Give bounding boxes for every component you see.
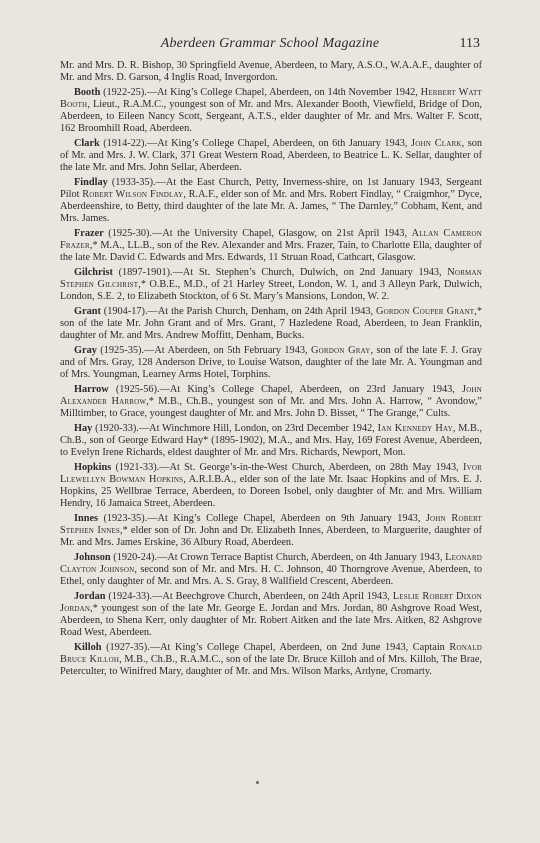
page-header [60,36,480,56]
notice-text: , son of the late F. J. Gray and of Mrs. Gray, 128 Anderson Drive, to Louise Watson, daughter of the late Mr. A. Youngman and of Mrs. Youngman, Learney Arms Hotel, Torphins. [60,345,483,380]
notice-text: , Lieut., R.A.M.C., youngest son of Mr. and Mrs. Alexander Booth, Viewfield, Bridge of Don, Aberdeen, to Eileen Nancy Scott, Sergeant, A.T.S., elder daughter of Mr. and Mrs. Walter F. Scott, 162 Broomhill Road, Aberdeen. [60,99,482,134]
notice-text: (1920-24).—At Crown Terrace Baptist Church, Aberdeen, on 4th January 1943, [110,552,446,563]
notice-surname: Clark [74,138,100,149]
notice-fullname: John Clark [411,138,462,149]
notice-text: (1925-56).—At King’s College Chapel, Aberdeen, on 23rd January 1943, [108,384,463,395]
notice-fullname: Leslie Robert Dixon Jordan [60,591,482,614]
notice-text: (1897-1901).—At St. Stephen’s Church, Dulwich, on 2nd January 1943, [112,267,448,278]
notice-entry [60,642,482,678]
notice-surname: Hopkins [74,462,112,473]
notice-text: Mr. and Mrs. D. R. Bishop, 30 Springfield Avenue, Aberdeen, to Mary, A.S.O., W.A.A.F., daughter of Mr. and Mrs. D. Garson, 4 Inglis Road, Invergordon. [60,60,482,83]
notice-surname: Killoh [74,642,102,653]
notice-fullname: Allan Cameron Frazer [60,228,483,251]
notice-fullname: John Alexander Harrow [60,384,482,407]
notice-surname: Frazer [74,228,104,239]
page-mark [256,781,259,784]
notice-surname: Gray [74,345,97,356]
notice-text: , A.R.I.B.A., elder son of the late Mr. Isaac Hopkins and of Mrs. E. J. Hopkins, 25 Wellbrae Terrace, Aberdeen, to Doreen Isobel, only daughter of Mr. and Mrs. William Hendry, 16 Jamaica Street, Aberdeen. [60,474,483,509]
notice-text: , R.A.F., elder son of Mr. and Mrs. Robert Findlay, “ Craigmhor,” Dyce, Aberdeenshire, to Betty, third daughter of the late Mr. A. James, “ The Darnley,” Cobham, Kent, and Mrs. James. [60,189,482,224]
notice-fullname: Gordon Gray [311,345,371,356]
notice-text: (1914-22).—At King’s College Chapel, Aberdeen, on 6th January 1943, [99,138,412,149]
notice-text: ,* M.A., LL.B., son of the Rev. Alexander and Mrs. Frazer, Tain, to Charlotte Ella, daughter of the late Mr. David C. Edwards and Mrs. Edwards, 11 Struan Road, Cathcart, Glasgow. [60,240,482,263]
notice-entry [60,345,482,381]
notice-entry [60,462,482,510]
notice-text: (1925-30).—At the University Chapel, Glasgow, on 21st April 1943, [103,228,412,239]
notice-fullname: Ronald Bruce Killoh [60,642,482,665]
notice-surname: Johnson [74,552,111,563]
notice-surname: Hay [74,423,93,434]
running-title: Aberdeen Grammar School Magazine [160,36,380,51]
notice-fullname: Leonard Clayton Johnson [60,552,482,575]
notice-entry [60,60,482,84]
notice-surname: Grant [74,306,101,317]
notice-text: (1924-33).—At Beechgrove Church, Aberdeen, on 24th April 1943, [105,591,393,602]
notice-fullname: Herbert Watt Booth [60,87,482,110]
notice-entry [60,423,482,459]
notice-entry [60,513,482,549]
notice-entry [60,87,482,135]
notice-entry [60,177,482,225]
notice-fullname: John Robert Stephen Innes [60,513,483,536]
notice-entry [60,384,482,420]
notice-entry [60,552,482,588]
notice-text: , son of Mr. and Mrs. J. W. Clark, 371 Great Western Road, Aberdeen, to Beatrice L. K. Sellar, daughter of the late Mr. and Mrs. John Sellar, Aberdeen. [60,138,483,173]
notice-text: (1920-33).—At Winchmore Hill, London, on 23rd December 1942, [92,423,378,434]
notice-text: , M.B., Ch.B., R.A.M.C., son of the late Dr. Bruce Killoh and of Mrs. Killoh, The Brae, Peterculter, to Winifred Mary, daughter of Mr. and Mrs. Wilson Marks, Ardyne, Cromarty. [60,654,482,677]
notice-text: (1923-35).—At King’s College Chapel, Aberdeen on 9th January 1943, [98,513,426,524]
notice-surname: Booth [74,87,101,98]
notice-surname: Harrow [74,384,109,395]
notice-surname: Gilchrist [74,267,113,278]
notice-entry [60,267,482,303]
notice-entry [60,138,482,174]
notice-text: ,* M.B., Ch.B., youngest son of Mr. and Mrs. John A. Harrow, “ Avondow,” Milltimber, to Grace, youngest daughter of Mr. and Mrs. John D. Bisset, “ The Grange,” Cults. [60,396,483,419]
notice-text: (1925-35).—At Aberdeen, on 5th February 1943, [96,345,311,356]
notice-fullname: Gordon Couper Grant [375,306,475,317]
notice-text: (1904-17).—At the Parish Church, Denham, on 24th April 1943, [100,306,376,317]
notice-fullname: Ian Kennedy Hay [377,423,453,434]
notice-surname: Innes [74,513,99,524]
notice-text: (1921-33).—At St. George’s-in-the-West Church, Aberdeen, on 28th May 1943, [111,462,463,473]
notice-entry [60,306,482,342]
notice-text: , second son of Mr. and Mrs. H. C. Johnson, 40 Thorngrove Avenue, Aberdeen, to Ethel, only daughter of Mr. and Mrs. A. S. Gray, 8 Wallfield Crescent, Aberdeen. [60,564,483,587]
page-number: 113 [459,36,480,51]
notice-entry [60,591,482,639]
notice-surname: Findlay [74,177,108,188]
notice-surname: Jordan [74,591,106,602]
notice-text: ,* O.B.E., M.D., of 21 Harley Street, London, W. 1, and 3 Alleyn Park, Dulwich, London, S.E. 2, to Elizabeth Stockton, of 6 St. Mary’s Mansions, London, W. 2. [60,279,482,302]
notice-text: ,* youngest son of the late Mr. George E. Jordan and Mrs. Jordan, 80 Ashgrove Road West, Aberdeen, to Shena Kerr, only daughter of Mr. Robert Aitken and the late Mrs. Aitken, 82 Ashgrove Road West, Aberdeen. [60,603,482,638]
notice-text: (1927-35).—At King’s College Chapel, Aberdeen, on 2nd June 1943, Captain [101,642,450,653]
notice-fullname: Robert Wilson Findlay [82,189,184,200]
notice-text: ,* son of the late Mr. John Grant and of Mrs. Grant, 7 Hazledene Road, Aberdeen, to Jean Franklin, daughter of Mr. and Mrs. Andrew Moffitt, Denham, Bucks. [60,306,482,341]
marriage-notices [60,60,482,681]
notice-text: (1922-25).—At King’s College Chapel, Aberdeen, on 14th November 1942, [100,87,421,98]
notice-fullname: Ivor Llewellyn Bowman Hopkins [60,462,482,485]
notice-text: (1933-35).—At the East Church, Petty, Inverness-shire, on 1st January 1943, Sergeant Pilot [60,177,482,200]
notice-fullname: Norman Stephen Gilchrist [60,267,482,290]
notice-text: ,* elder son of Dr. John and Dr. Elizabeth Innes, Aberdeen, to Marguerite, daughter of Mr. and Mrs. James Erskine, 36 Albury Road, Aberdeen. [60,525,482,548]
notice-entry [60,228,482,264]
notice-text: , M.B., Ch.B., son of George Edward Hay* (1895-1902), M.A., and Mrs. Hay, 169 Forest Avenue, Aberdeen, to Evelyn Irene Richards, eldest daughter of Mr. and Mrs. Richards, Newport, Mon. [60,423,482,458]
